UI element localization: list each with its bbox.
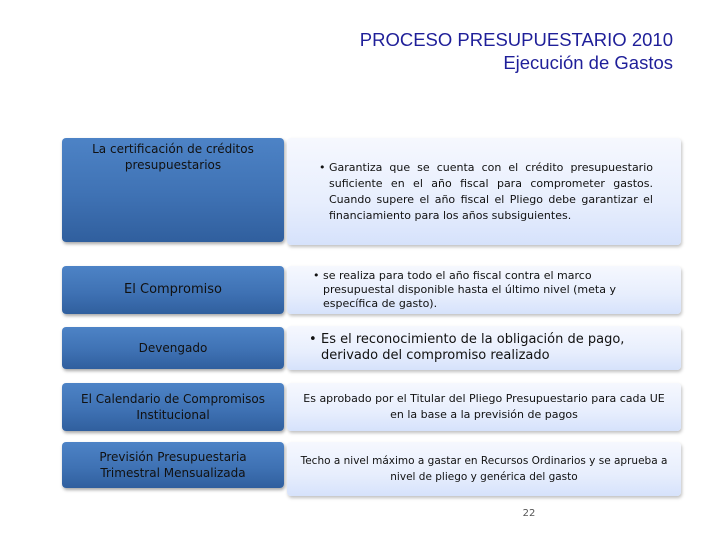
description-text: Es aprobado por el Titular del Pliego Presupuestario para cada UE en la base a la previsión de pagos [303,392,665,421]
slide-title [360,28,673,74]
label-box-calendario [62,383,284,431]
label-box-devengado [62,327,284,369]
description-box-calendario [287,383,681,431]
page-number: 22 [522,508,536,519]
label-text: El Calendario de Compromisos Institucional [81,392,265,422]
label-box-compromiso [62,266,284,314]
bullet-item [313,269,641,311]
description-box-devengado [287,326,681,370]
description-text: Techo a nivel máximo a gastar en Recursos Ordinarios y se aprueba a nivel de pliego y genérica del gasto [300,455,668,483]
bullet-glyph: • [319,160,326,174]
description-box-certificacion [287,138,681,245]
bullet-item [309,332,659,364]
label-text: El Compromiso [124,282,222,297]
title-subtitle: Ejecución de Gastos [503,52,673,73]
label-box-certificacion [62,138,284,242]
label-text: Devengado [138,341,208,355]
description-box-prevision [287,442,681,496]
description-box-compromiso [287,266,681,314]
bullet-glyph: • [313,269,320,282]
label-text: Previsión Presupuestaria Trimestral Mensualizada [99,450,247,480]
description-text: se realiza para todo el año fiscal contra el marco presupuestal disponible hasta el último nivel (meta y específica de gasto). [323,269,616,310]
description-text: Es el reconocimiento de la obligación de pago, derivado del compromiso realizado [321,332,625,363]
description-text: Garantiza que se cuenta con el crédito presupuestario suficiente en el año fiscal para comprometer gastos. Cuando supere el año fiscal el Pliego debe garantizar el financiamiento para los años subsiguientes. [329,160,653,222]
label-text: La certificación de créditos presupuestarios [92,142,254,172]
title-main: PROCESO PRESUPUESTARIO 2010 [359,29,673,50]
bullet-glyph: • [309,332,317,347]
label-box-prevision [62,442,284,488]
bullet-item [319,160,653,224]
